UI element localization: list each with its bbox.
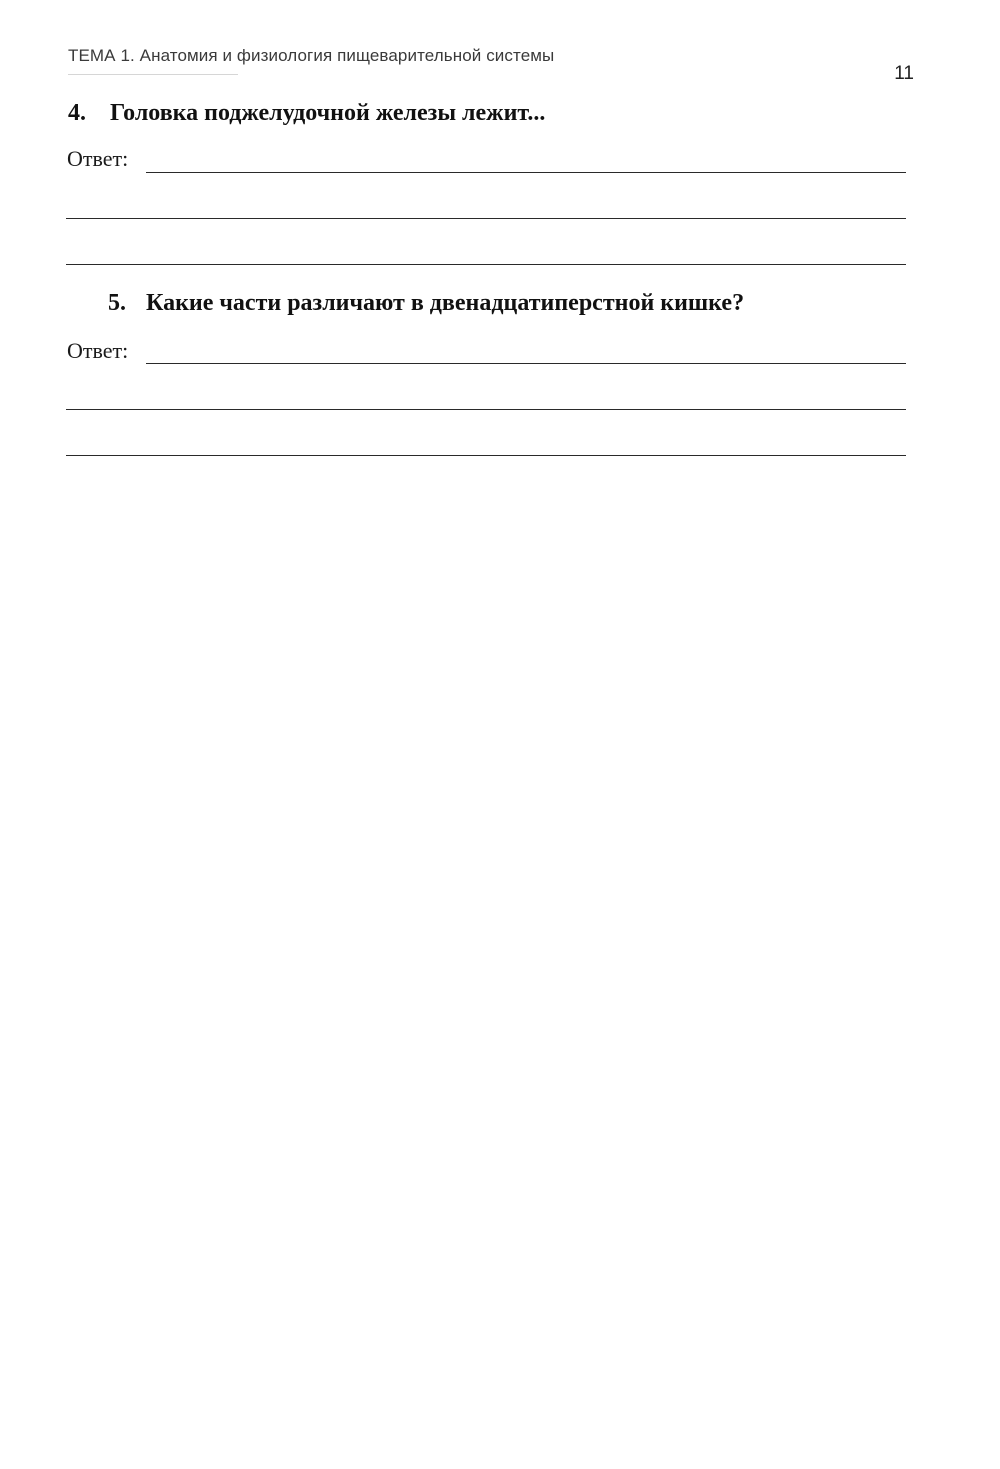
question-text: Головка поджелудочной железы лежит... [110,100,546,126]
question-text: Какие части различают в двенадцатиперстной кишке? [146,290,745,316]
page-number: 11 [894,63,914,84]
answer-line[interactable] [66,264,906,265]
question-number: 5. [108,290,126,316]
chapter-title: ТЕМА 1. Анатомия и физиология пищеварительной системы [68,46,555,65]
question-5 [108,290,744,317]
answer-line[interactable] [66,455,906,456]
question-number: 4. [68,100,86,126]
answer-line[interactable] [146,172,906,173]
answer-label: Ответ: [67,338,129,363]
answer-label: Ответ: [67,146,129,171]
answer-line[interactable] [146,363,906,364]
answer-line[interactable] [66,218,906,219]
header-divider [68,74,238,75]
answer-line[interactable] [66,409,906,410]
question-4 [68,100,545,127]
